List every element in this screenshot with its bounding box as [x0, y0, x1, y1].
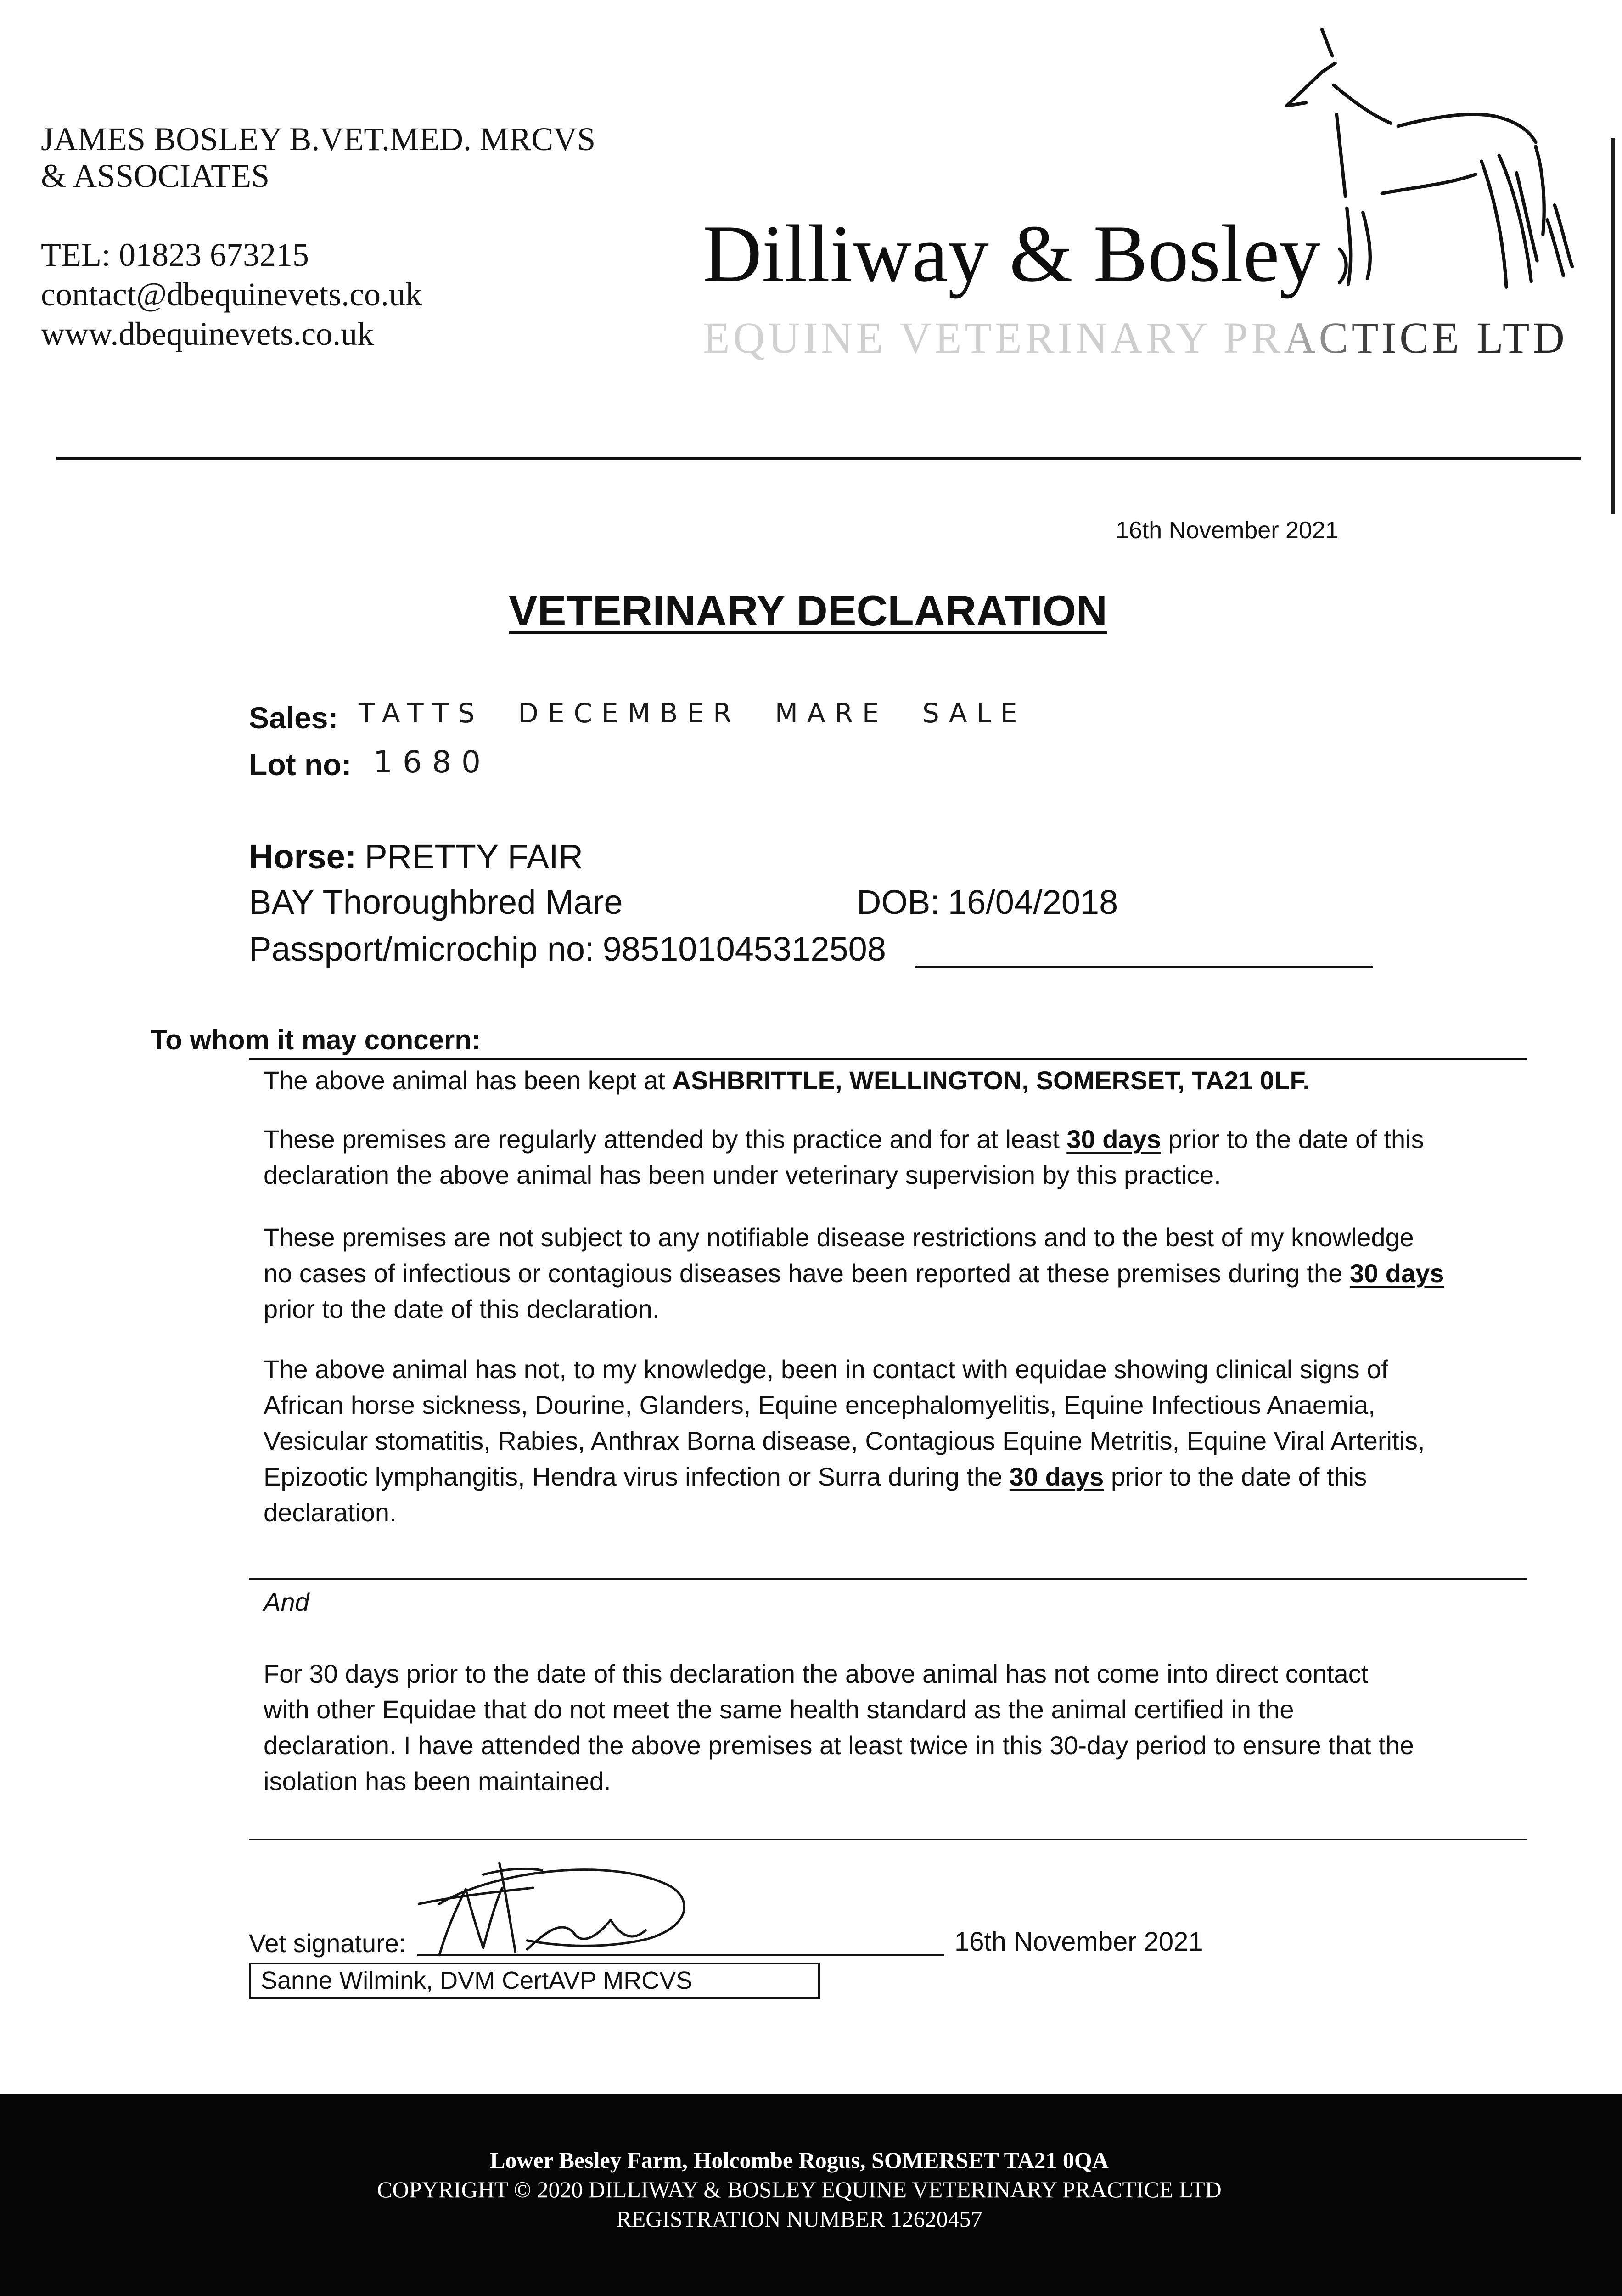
lot-label: Lot no:: [249, 748, 352, 782]
paragraph-line: declaration.: [264, 1498, 397, 1527]
paragraph-line: [264, 1459, 1425, 1495]
brand-subtitle: EQUINE VETERINARY PRACTICE LTD: [703, 313, 1568, 362]
website-address: www.dbequinevets.co.uk: [41, 315, 374, 352]
lot-value: 1680: [373, 744, 491, 780]
salutation-divider: [249, 1058, 1527, 1060]
horse-name-line: [249, 834, 583, 880]
period-emphasis: 30 days: [1349, 1259, 1444, 1288]
premises-address: ASHBRITTLE, WELLINGTON, SOMERSET, TA21 0LF.: [672, 1066, 1310, 1095]
horse-description: BAY Thoroughbred Mare: [249, 883, 623, 921]
passport-label: Passport/microchip no:: [249, 930, 595, 968]
paragraph-line: isolation has been maintained.: [264, 1767, 611, 1795]
paragraph-line: [264, 1121, 1424, 1157]
passport-value: 985101045312508: [602, 930, 886, 968]
footer-band: [0, 2094, 1622, 2296]
line-text: These premises are regularly attended by this practice and for at least: [264, 1125, 1067, 1154]
paragraph-line: declaration. I have attended the above premises at least twice in this 30-day period to ensure that the: [264, 1731, 1414, 1760]
footer-registration: REGISTRATION NUMBER 12620457: [616, 2206, 982, 2232]
signatory-name-box: Sanne Wilmink, DVM CertAVP MRCVS: [249, 1963, 820, 1999]
paragraph-line: Vesicular stomatitis, Rabies, Anthrax Borna disease, Contagious Equine Metritis, Equine Viral Arteritis,: [264, 1426, 1425, 1455]
sales-value: TATTS DECEMBER MARE SALE: [359, 698, 1027, 729]
passport-line: [249, 926, 886, 972]
supervision-paragraph: [264, 1121, 1424, 1193]
horse-label: Horse:: [249, 838, 357, 876]
signature-date: 16th November 2021: [954, 1927, 1203, 1957]
page-title: VETERINARY DECLARATION: [509, 586, 1107, 635]
dob-line: [857, 879, 1118, 925]
horse-name: PRETTY FAIR: [365, 838, 584, 876]
paragraph-line: [264, 1255, 1444, 1291]
premises-paragraph: [264, 1063, 1310, 1098]
brand-name: Dilliway & Bosley: [703, 208, 1320, 299]
passport-underline: [915, 966, 1373, 968]
dob-value: 16/04/2018: [948, 883, 1118, 921]
isolation-paragraph: [264, 1656, 1414, 1799]
restrictions-paragraph: [264, 1220, 1444, 1327]
salutation: To whom it may concern:: [151, 1024, 481, 1055]
line-text: prior to the date of this: [1161, 1125, 1424, 1154]
scan-edge-mark: [1611, 138, 1615, 514]
telephone: TEL: 01823 673215: [41, 236, 309, 273]
line-text: Epizootic lymphangitis, Hendra virus infection or Surra during the: [264, 1462, 1010, 1491]
principal-name: JAMES BOSLEY B.VET.MED. MRCVS: [41, 121, 596, 158]
paragraph-line: These premises are not subject to any notifiable disease restrictions and to the best of my knowledge: [264, 1223, 1414, 1252]
footer-copyright: COPYRIGHT © 2020 DILLIWAY & BOSLEY EQUINE VETERINARY PRACTICE LTD: [377, 2177, 1222, 2202]
contact-paragraph: [264, 1351, 1425, 1531]
paragraph-line: with other Equidae that do not meet the same health standard as the animal certified in the: [264, 1695, 1294, 1724]
paragraph-line: prior to the date of this declaration.: [264, 1294, 660, 1323]
line-text: prior to the date of this: [1104, 1462, 1367, 1491]
handwritten-signature-icon: [410, 1848, 696, 1973]
signature-label: Vet signature:: [249, 1929, 406, 1958]
period-emphasis: 30 days: [1009, 1462, 1104, 1491]
footer-address: Lower Besley Farm, Holcombe Rogus, SOMERSET TA21 0QA: [490, 2147, 1109, 2173]
document-date: 16th November 2021: [1116, 517, 1339, 544]
sales-label: Sales:: [249, 701, 338, 735]
horse-logo-icon: [1271, 21, 1584, 308]
paragraph-line: African horse sickness, Dourine, Glanders, Equine encephalomyelitis, Equine Infectious Anaemia,: [264, 1390, 1375, 1419]
line-text: no cases of infectious or contagious diseases have been reported at these premises during the: [264, 1259, 1350, 1288]
period-emphasis: 30 days: [1066, 1125, 1161, 1154]
letterhead-divider: [56, 457, 1581, 460]
paragraph-line: The above animal has not, to my knowledge, been in contact with equidae showing clinical signs of: [264, 1355, 1388, 1384]
premises-text: The above animal has been kept at: [264, 1066, 673, 1095]
signature-divider: [249, 1839, 1527, 1840]
associates: & ASSOCIATES: [41, 158, 270, 194]
paragraph-line: declaration the above animal has been under veterinary supervision by this practice.: [264, 1160, 1221, 1189]
paragraph-line: For 30 days prior to the date of this declaration the above animal has not come into direct contact: [264, 1659, 1369, 1688]
section-divider: [249, 1578, 1527, 1580]
dob-label: DOB:: [857, 883, 940, 921]
conjunction: And: [264, 1587, 309, 1616]
email-address: contact@dbequinevets.co.uk: [41, 276, 422, 313]
